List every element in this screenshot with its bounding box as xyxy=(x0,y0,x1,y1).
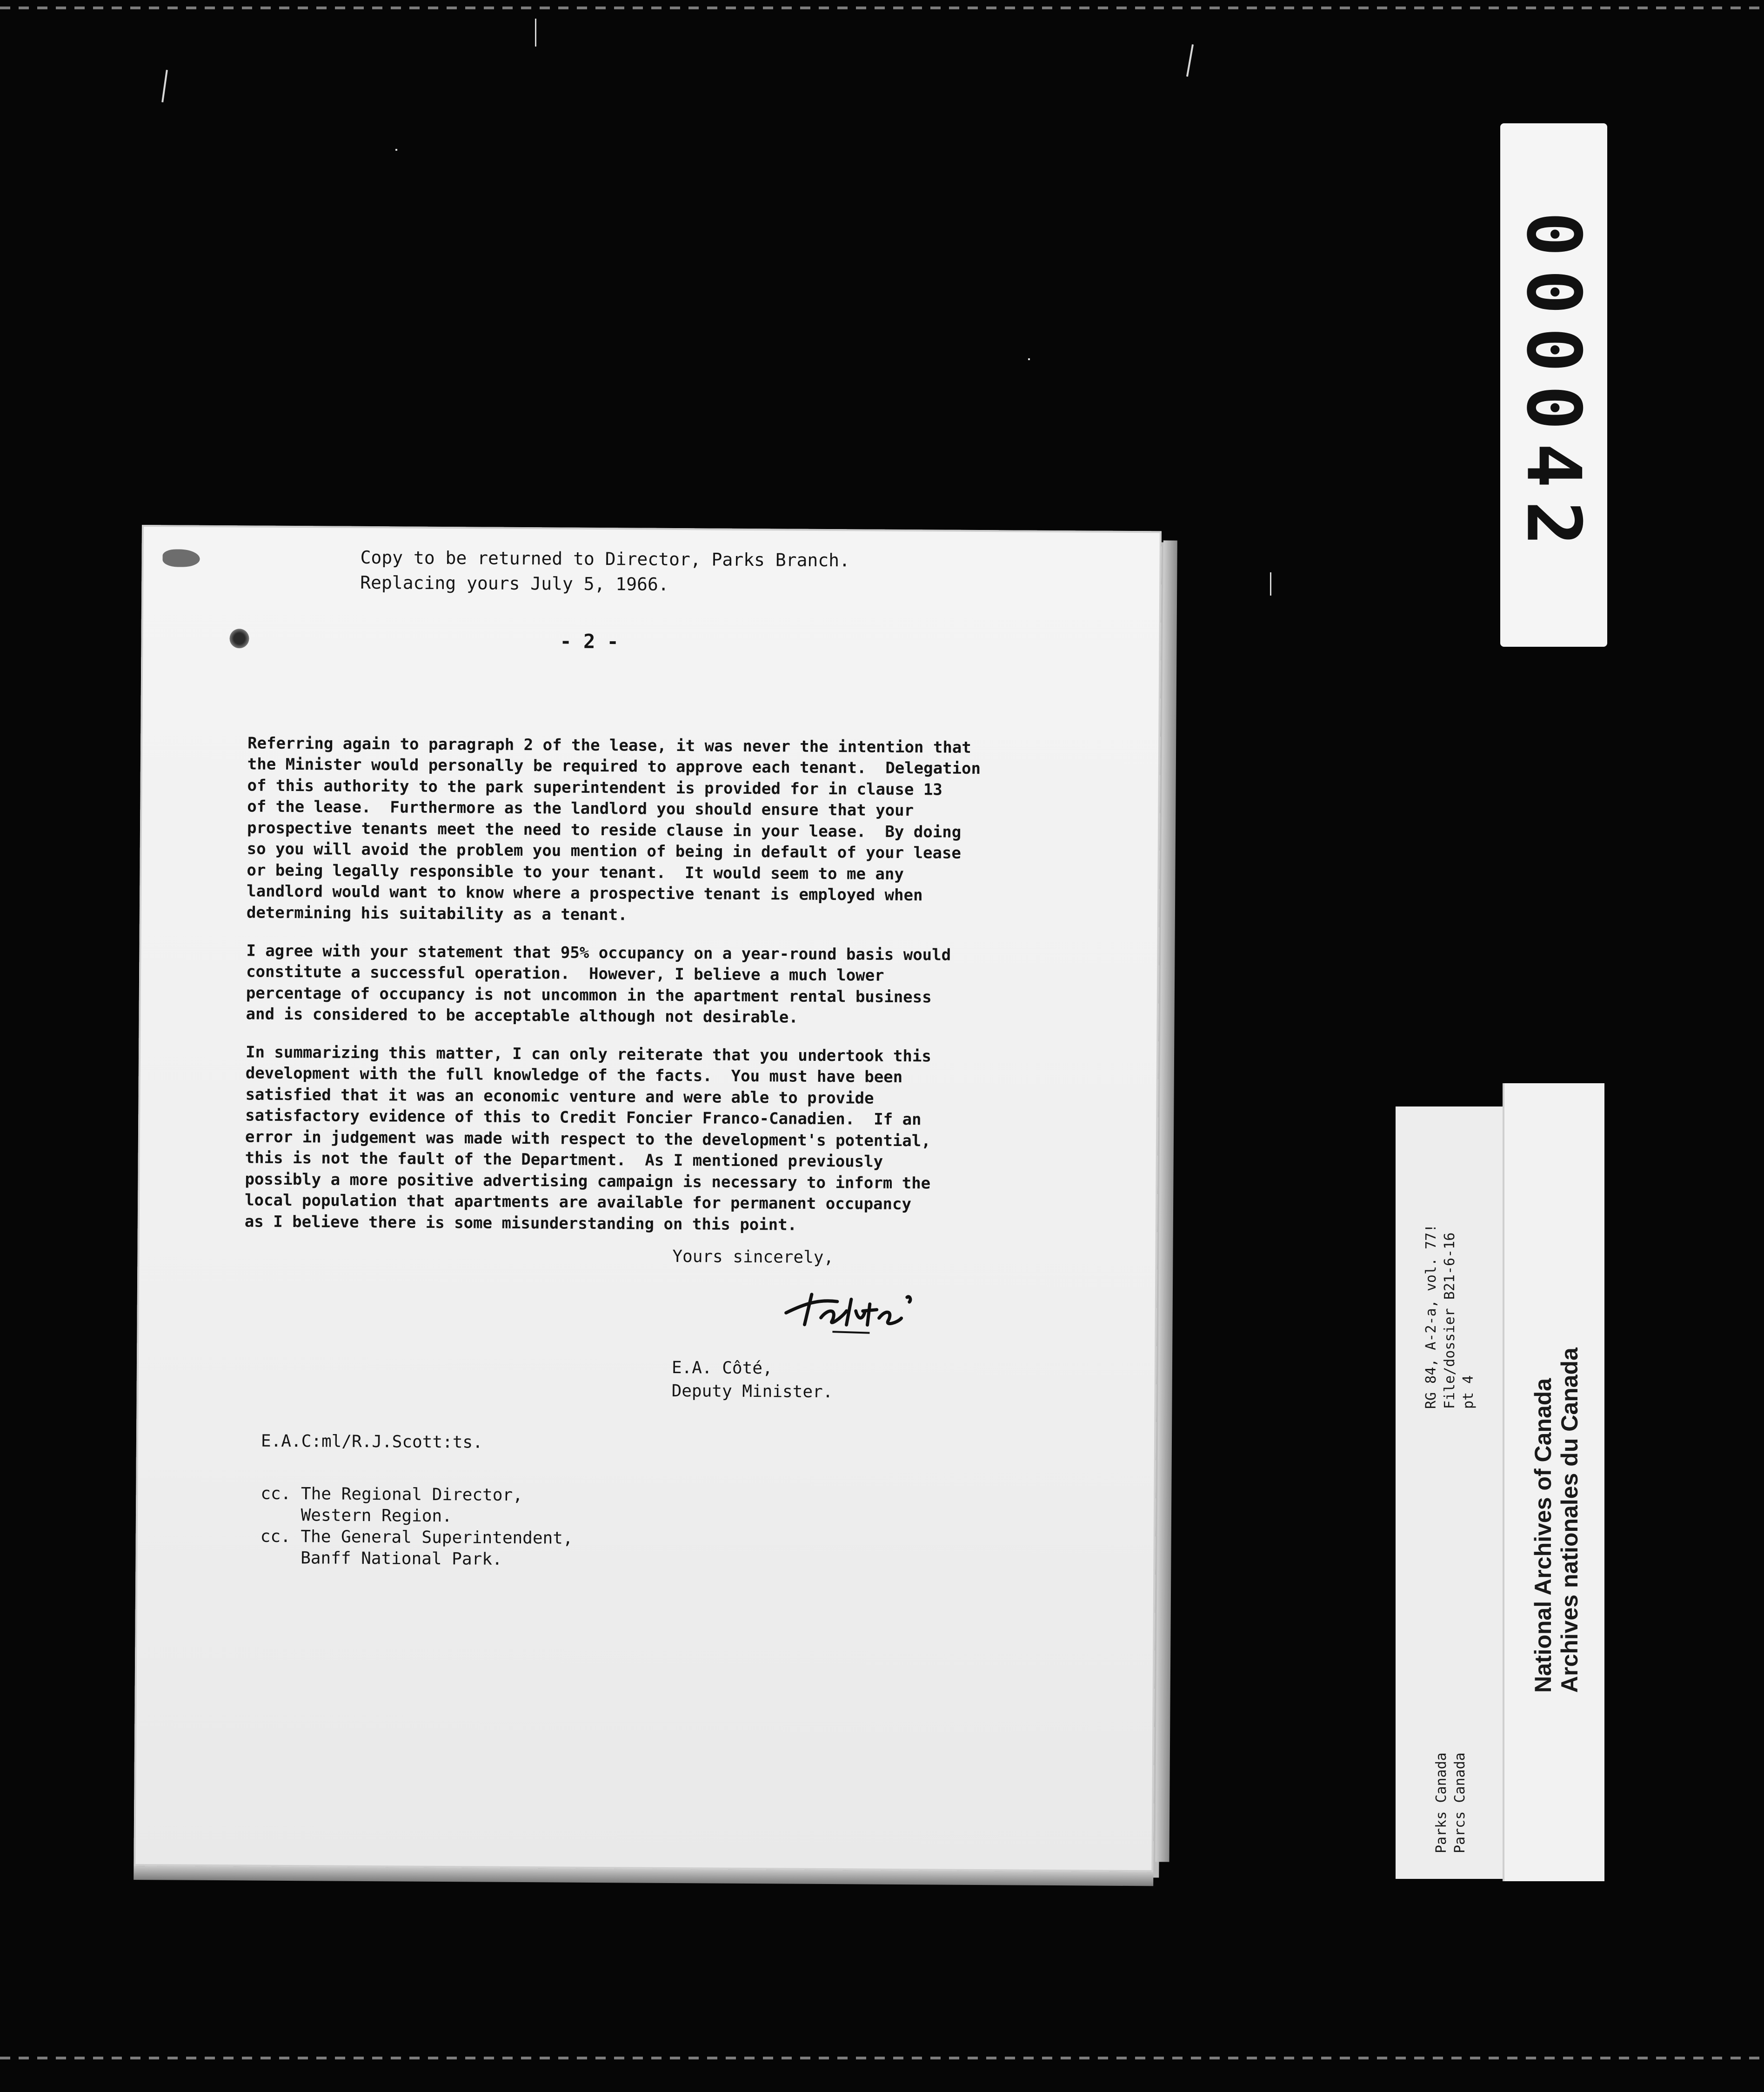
paragraph-line: possibly a more positive advertising campaign is necessary to inform the xyxy=(245,1170,931,1193)
film-scratch xyxy=(1186,44,1194,77)
film-frame-top-edge xyxy=(0,7,1764,9)
paragraph-line: determining his suitability as a tenant. xyxy=(246,903,628,925)
agency-line: Parks Canada xyxy=(1433,1752,1450,1853)
paragraph-line: prospective tenants meet the need to reside clause in your lease. By doing xyxy=(247,818,962,842)
film-scratch xyxy=(395,149,397,151)
archives-name-line: National Archives of Canada xyxy=(1530,1378,1556,1693)
paragraph-line: of this authority to the park superintendent is provided for in clause 13 xyxy=(247,776,942,799)
paragraph-line: local population that apartments are available for permanent occupancy xyxy=(245,1191,912,1214)
closing: Yours sincerely, xyxy=(672,1247,834,1267)
agency-line: Parcs Canada xyxy=(1452,1752,1468,1853)
paragraph-line: satisfactory evidence of this to Credit Foncier Franco-Canadien. If an xyxy=(245,1106,922,1129)
paragraph-line: the Minister would personally be required to approve each tenant. Delegation xyxy=(247,755,981,778)
frame-number: 000042 xyxy=(1510,211,1597,559)
file-reference-label xyxy=(1396,1106,1505,1879)
paragraph-line: this is not the fault of the Department. As I mentioned previously xyxy=(245,1148,883,1171)
reference-initials: E.A.C:ml/R.J.Scott:ts. xyxy=(261,1431,483,1452)
paragraph-line: I agree with your statement that 95% occupancy on a year-round basis would xyxy=(246,941,951,965)
frame-number-label xyxy=(1500,123,1607,647)
cc-line: Western Region. xyxy=(260,1505,452,1526)
header-note-line-1: Copy to be returned to Director, Parks Branch. xyxy=(360,547,850,571)
cc-line: Banff National Park. xyxy=(260,1548,502,1569)
paragraph-line: Referring again to paragraph 2 of the lease, it was never the intention that xyxy=(247,734,971,757)
cc-line: cc. The Regional Director, xyxy=(261,1484,523,1505)
paragraph-line: of the lease. Furthermore as the landlord you should ensure that your xyxy=(247,797,914,820)
file-ref-line: RG 84, A-2-a, vol. 77! xyxy=(1423,1224,1439,1409)
file-ref-line: File/dossier B21-6-16 xyxy=(1442,1232,1458,1409)
paragraph-line: and is considered to be acceptable although not desirable. xyxy=(246,1005,798,1027)
paragraph-line: percentage of occupancy is not uncommon in the apartment rental business xyxy=(246,984,932,1007)
letter-page xyxy=(134,525,1162,1872)
paragraph-line: development with the full knowledge of the facts. You must have been xyxy=(245,1064,903,1087)
paragraph-line: or being legally responsible to your tenant. It would seem to me any xyxy=(247,861,904,884)
film-scratch xyxy=(1270,572,1271,596)
paragraph-line: error in judgement was made with respect to the development's potential, xyxy=(245,1127,931,1151)
signer-name: E.A. Côté, xyxy=(671,1358,773,1378)
page-smudge xyxy=(162,549,200,567)
paragraph-line: In summarizing this matter, I can only reiterate that you undertook this xyxy=(245,1043,932,1066)
paragraph-line: constitute a successful operation. However, I believe a much lower xyxy=(246,962,884,985)
film-scratch xyxy=(1028,358,1030,360)
paragraph-line: satisfied that it was an economic venture and were able to provide xyxy=(245,1085,874,1108)
handwritten-signature xyxy=(776,1285,926,1337)
archives-name-line: Archives nationales du Canada xyxy=(1557,1348,1583,1693)
archives-label xyxy=(1503,1083,1604,1881)
film-scratch xyxy=(161,70,168,102)
header-note-line-2: Replacing yours July 5, 1966. xyxy=(360,572,669,595)
film-scratch xyxy=(535,19,536,47)
signer-title: Deputy Minister. xyxy=(671,1381,833,1402)
paragraph-line: as I believe there is some misunderstanding on this point. xyxy=(244,1212,797,1234)
cc-line: cc. The General Superintendent, xyxy=(260,1527,573,1548)
paragraph-line: so you will avoid the problem you mention of being in default of your lease xyxy=(247,839,962,863)
file-ref-line: pt 4 xyxy=(1460,1375,1477,1409)
film-frame-bottom-edge xyxy=(0,2057,1764,2059)
punch-hole xyxy=(229,629,249,648)
paragraph-line: landlord would want to know where a prospective tenant is employed when xyxy=(247,882,923,905)
page-number: - 2 - xyxy=(560,630,619,653)
